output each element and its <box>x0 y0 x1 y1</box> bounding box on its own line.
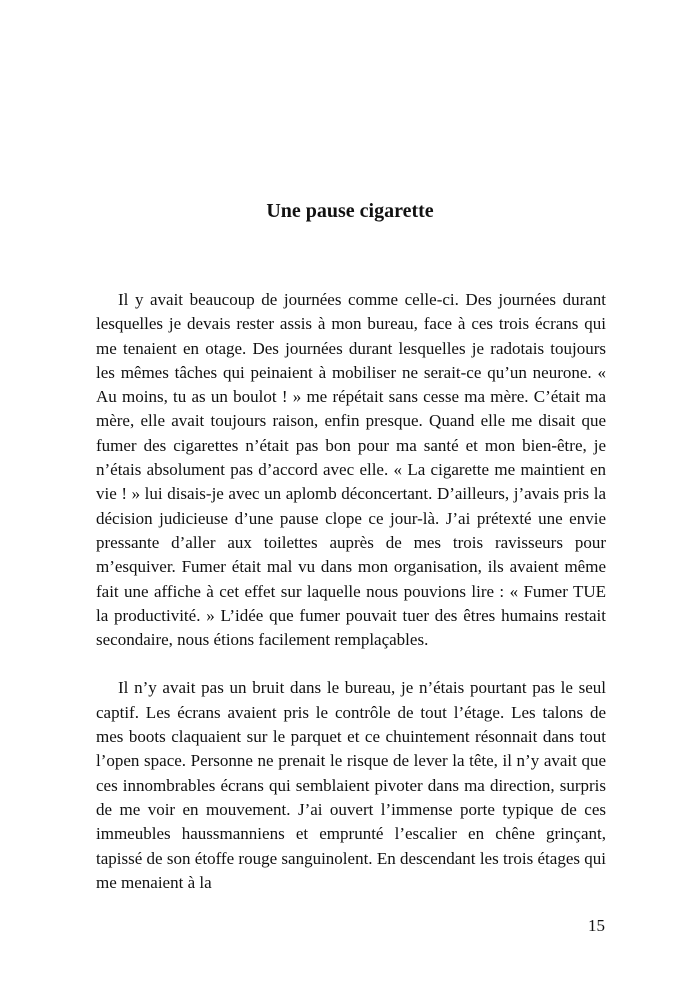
paragraph: Il n’y avait pas un bruit dans le bureau, je n’étais pourtant pas le seul captif. Les écrans avaient pris le contrôle de tout l’étage. Les talons de mes boots claquaient sur le parquet et ce chuintement résonnait dans tout l’open space. Personne ne prenait le risque de lever la tête, il n’y avait que ces innombrables écrans qui semblaient pivoter dans ma direction, surpris de me voir en mouvement. J’ai ouvert l’immense porte typique de ces immeubles haussmanniens et emprunté l’escalier en chêne grinçant, tapissé de son étoffe rouge sanguinolent. En descendant les trois étages qui me menaient à la <box>96 678 606 892</box>
paragraph: Il y avait beaucoup de journées comme celle-ci. Des journées durant lesquelles je devais rester assis à mon bureau, face à ces trois écrans qui me tenaient en otage. Des journées durant lesquelles je radotais toujours les mêmes tâches qui peinaient à mobiliser ne serait-ce qu’un neurone. « Au moins, tu as un boulot ! » me répétait sans cesse ma mère. C’était ma mère, elle avait toujours raison, enfin presque. Quand elle me disait que fumer des cigarettes n’était pas bon pour ma santé et mon bien-être, je n’étais absolument pas d’accord avec elle. « La cigarette me maintient en vie ! » lui disais-je avec un aplomb déconcertant. D’ailleurs, j’avais pris la décision judicieuse d’une pause clope ce jour-là. J’ai prétexté une envie pressante d’aller aux toilettes auprès de mes trois ravisseurs pour m’esquiver. Fumer était mal vu dans mon organisation, ils avaient même fait une affiche à cet effet sur laquelle nous pouvions lire : « Fumer TUE la productivité. » L’idée que fumer pouvait tuer des êtres humains restait secondaire, nous étions facilement remplaçables. <box>96 290 606 650</box>
body-text <box>96 288 606 895</box>
chapter-title: Une pause cigarette <box>266 200 434 222</box>
page-number: 15 <box>588 916 605 935</box>
